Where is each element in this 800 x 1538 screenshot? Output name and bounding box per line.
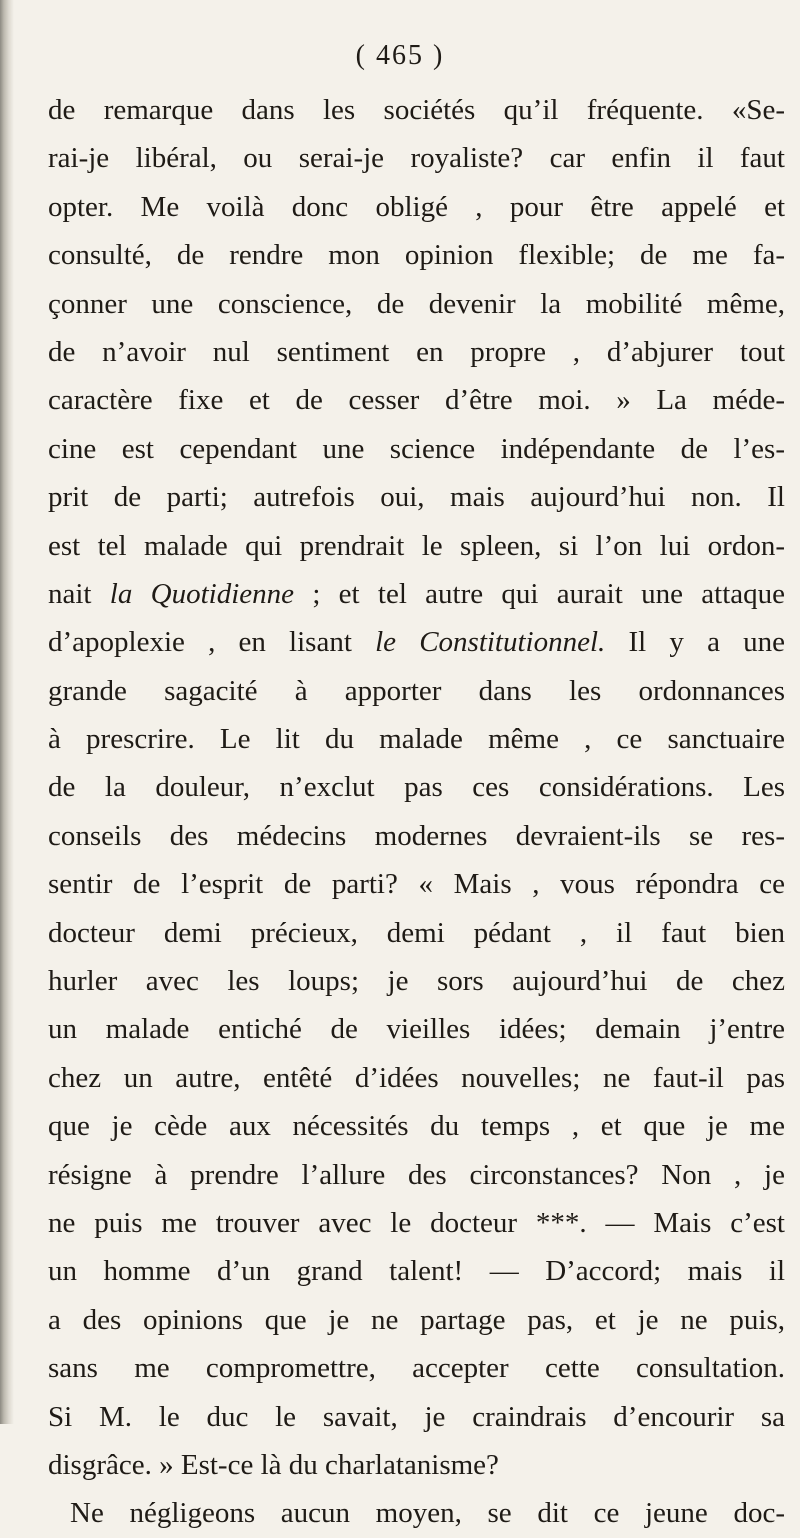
text-line: cine est cependant une science indépendante de l’es- [48, 432, 785, 465]
text-line: çonner une conscience, de devenir la mobilité même, [48, 287, 785, 320]
text-line: que je cède aux nécessités du temps , et que je me [48, 1110, 785, 1143]
text-line: opter. Me voilà donc obligé , pour être appelé et [48, 190, 785, 223]
text-line: rai-je libéral, ou serai-je royaliste? car enfin il faut [48, 142, 785, 175]
text-line: disgrâce. » Est-ce là du charlatanisme? [48, 1448, 499, 1481]
text-line: docteur demi précieux, demi pédant , il faut bien [48, 916, 785, 949]
page-number: ( 465 ) [355, 40, 445, 71]
text-line: d’apoplexie , en lisant le Constitutionnel. Il y a une [48, 626, 785, 659]
text-line: de la douleur, n’exclut pas ces considérations. Les [48, 771, 785, 804]
text-line: ne puis me trouver avec le docteur ***. — Mais c’est [48, 1206, 785, 1239]
text-line: sans me compromettre, accepter cette consultation. [48, 1352, 785, 1385]
text-line: est tel malade qui prendrait le spleen, si l’on lui ordon- [48, 529, 785, 562]
page-binding-edge [0, 0, 14, 1424]
text-line: a des opinions que je ne partage pas, et je ne puis, [48, 1303, 785, 1336]
newspaper-title: la Quotidienne [109, 577, 295, 610]
text-line: caractère fixe et de cesser d’être moi. » La méde- [48, 384, 785, 417]
text-line: un homme d’un grand talent! — D’accord; mais il [48, 1255, 785, 1288]
text-line: prit de parti; autrefois oui, mais aujourd’hui non. Il [48, 481, 785, 514]
text-line: de remarque dans les sociétés qu’il fréquente. «Se- [48, 94, 785, 126]
newspaper-title: le Constitutionnel. [375, 626, 606, 659]
text-line: chez un autre, entêté d’idées nouvelles; ne faut-il pas [48, 1061, 785, 1094]
text-line: conseils des médecins modernes devraient-ils se res- [48, 819, 785, 852]
text-line: Ne négligeons aucun moyen, se dit ce jeune doc- [70, 1497, 785, 1530]
text-line: à prescrire. Le lit du malade même , ce sanctuaire [48, 723, 785, 756]
text-line: nait la Quotidienne ; et tel autre qui aurait une attaque [48, 577, 785, 610]
text-line: résigne à prendre l’allure des circonstances? Non , je [48, 1158, 785, 1191]
text-line: hurler avec les loups; je sors aujourd’hui de chez [48, 965, 785, 998]
text-line: grande sagacité à apporter dans les ordonnances [48, 674, 785, 707]
text-line: de n’avoir nul sentiment en propre , d’abjurer tout [48, 335, 785, 368]
text-line: un malade entiché de vieilles idées; demain j’entre [48, 1013, 785, 1046]
text-line: sentir de l’esprit de parti? « Mais , vous répondra ce [48, 868, 785, 901]
body-text [48, 86, 785, 1538]
text-line: Si M. le duc le savait, je craindrais d’encourir sa [48, 1400, 785, 1433]
text-line: consulté, de rendre mon opinion flexible; de me fa- [48, 239, 785, 272]
